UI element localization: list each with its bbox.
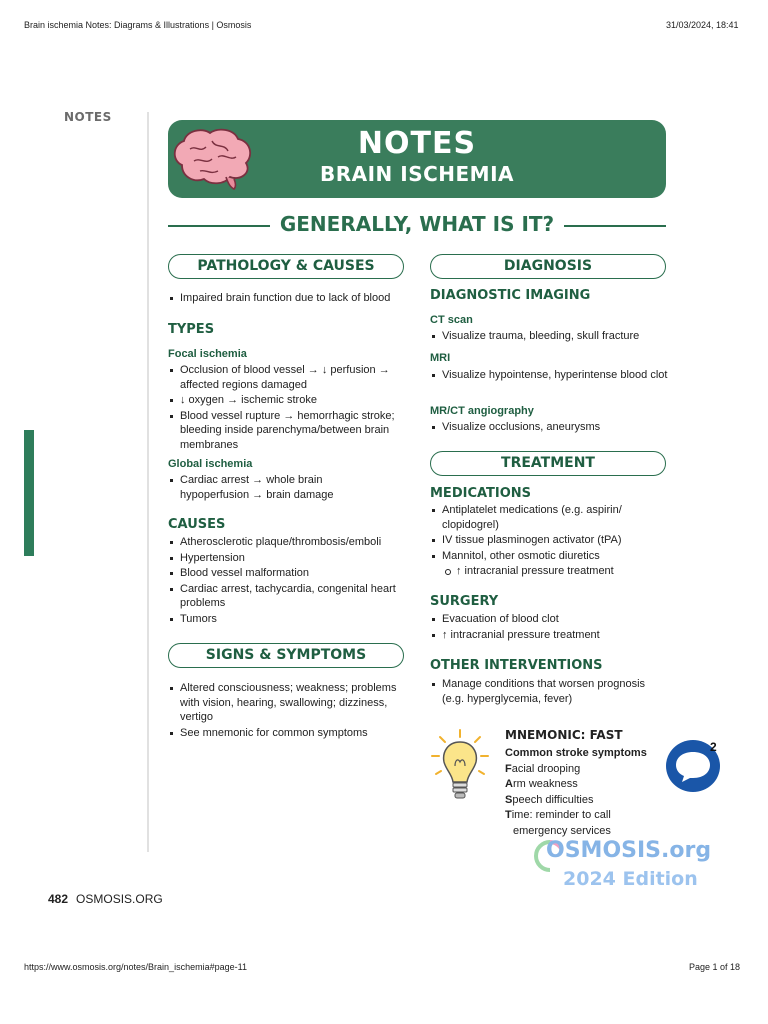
diagnosis-pill: DIAGNOSIS bbox=[430, 254, 666, 279]
mri-list bbox=[432, 368, 668, 384]
signs-list bbox=[170, 681, 410, 741]
global-ischemia-label: Global ischemia bbox=[168, 458, 253, 470]
list-item: Occlusion of blood vessel → ↓ perfusion → affected regions damaged bbox=[170, 363, 410, 392]
browser-url[interactable]: https://www.osmosis.org/notes/Brain_ischemia#page-11 bbox=[24, 962, 247, 972]
mnemonic-item: Speech difficulties bbox=[505, 793, 594, 806]
banner-title: NOTES bbox=[357, 126, 477, 161]
list-item: Altered consciousness; weakness; problems with vision, hearing, swallowing; dizziness, vertigo bbox=[170, 681, 410, 725]
global-list bbox=[170, 473, 370, 503]
list-subitem: ↑ intracranial pressure treatment bbox=[432, 564, 668, 579]
section-heading bbox=[168, 212, 666, 240]
medications-list bbox=[432, 503, 668, 580]
list-item: Hypertension bbox=[170, 551, 410, 566]
focal-list bbox=[170, 363, 410, 453]
ct-scan-label: CT scan bbox=[430, 314, 473, 326]
list-item: Evacuation of blood clot bbox=[432, 612, 668, 627]
surgery-heading: SURGERY bbox=[430, 594, 499, 609]
list-item: IV tissue plasminogen activator (tPA) bbox=[432, 533, 668, 548]
list-item: Blood vessel rupture → hemorrhagic stroke; bleeding inside parenchyma/between brain membranes bbox=[170, 409, 410, 453]
mnemonic-item: Facial drooping bbox=[505, 762, 581, 775]
side-divider bbox=[147, 112, 149, 852]
other-interventions-heading: OTHER INTERVENTIONS bbox=[430, 658, 603, 673]
list-item: Mannitol, other osmotic diuretics bbox=[432, 549, 668, 564]
side-notes-label: NOTES bbox=[64, 110, 112, 124]
watermark-line1: OSMOSIS.org bbox=[546, 838, 712, 863]
browser-datetime: 31/03/2024, 18:41 bbox=[666, 20, 739, 30]
mnemonic-continuation: emergency services bbox=[513, 824, 611, 837]
other-interventions-list bbox=[432, 677, 668, 707]
diagnostic-imaging-heading: DIAGNOSTIC IMAGING bbox=[430, 288, 591, 303]
mnemonic-list bbox=[505, 746, 647, 839]
mri-label: MRI bbox=[430, 352, 451, 364]
list-item: Visualize trauma, bleeding, skull fracture bbox=[432, 329, 668, 344]
list-item: Antiplatelet medications (e.g. aspirin/ clopidogrel) bbox=[432, 503, 668, 532]
list-item: ↓ oxygen → ischemic stroke bbox=[170, 393, 410, 408]
mnemonic-subtitle: Common stroke symptoms bbox=[505, 747, 647, 759]
banner-subtitle: BRAIN ISCHEMIA bbox=[319, 162, 514, 186]
types-heading: TYPES bbox=[168, 322, 215, 337]
mnemonic-item: Time: reminder to call bbox=[505, 809, 611, 821]
lightbulb-icon bbox=[428, 728, 492, 806]
surgery-list bbox=[432, 612, 668, 643]
footer-site: OSMOSIS.ORG bbox=[76, 892, 163, 906]
signs-pill: SIGNS & SYMPTOMS bbox=[168, 643, 404, 668]
list-item: Cardiac arrest, tachycardia, congenital heart problems bbox=[170, 582, 410, 611]
list-item: Cardiac arrest → whole brain hypoperfusion → brain damage bbox=[170, 473, 370, 502]
causes-heading: CAUSES bbox=[168, 517, 226, 532]
list-item: Visualize occlusions, aneurysms bbox=[432, 420, 668, 435]
medications-heading: MEDICATIONS bbox=[430, 486, 532, 501]
ct-list bbox=[432, 329, 668, 345]
pathology-pill: PATHOLOGY & CAUSES bbox=[168, 254, 404, 279]
focal-ischemia-label: Focal ischemia bbox=[168, 348, 247, 360]
pathology-list bbox=[170, 291, 410, 307]
page-footer bbox=[48, 892, 163, 906]
list-item: Tumors bbox=[170, 612, 410, 627]
treatment-pill: TREATMENT bbox=[430, 451, 666, 476]
browser-page-title: Brain ischemia Notes: Diagrams & Illustrations | Osmosis bbox=[24, 20, 252, 30]
causes-list bbox=[170, 535, 410, 627]
page-count: Page 1 of 18 bbox=[689, 962, 741, 972]
list-item: Atherosclerotic plaque/thrombosis/emboli bbox=[170, 535, 410, 550]
chat-notification-badge: 2 bbox=[710, 740, 717, 754]
mnemonic-title: MNEMONIC: FAST bbox=[505, 728, 623, 742]
list-item: Blood vessel malformation bbox=[170, 566, 410, 581]
brain-icon bbox=[170, 127, 256, 193]
list-item: Impaired brain function due to lack of blood bbox=[170, 291, 410, 306]
angiography-list bbox=[432, 420, 668, 436]
side-section-tab bbox=[24, 430, 34, 556]
list-item: Manage conditions that worsen prognosis (e.g. hyperglycemia, fever) bbox=[432, 677, 668, 706]
section-heading-text: GENERALLY, WHAT IS IT? bbox=[279, 212, 555, 236]
watermark-line2: 2024 Edition bbox=[563, 868, 698, 890]
list-item: Visualize hypointense, hyperintense blood clot bbox=[432, 368, 668, 383]
list-item: ↑ intracranial pressure treatment bbox=[432, 628, 668, 643]
mnemonic-item: Arm weakness bbox=[505, 778, 578, 790]
angiography-label: MR/CT angiography bbox=[430, 405, 534, 417]
page-number: 482 bbox=[48, 892, 69, 906]
list-item: See mnemonic for common symptoms bbox=[170, 726, 410, 741]
